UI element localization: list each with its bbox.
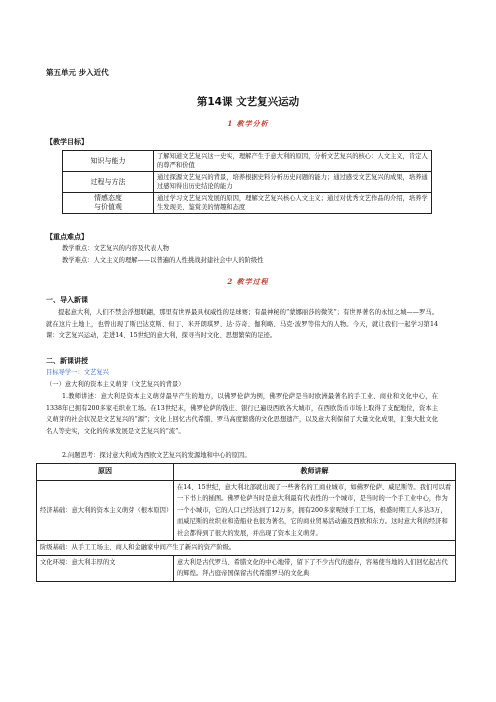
class-basis-cell: 阶级基础：从手工工场主、商人和金融家中间产生了新兴的资产阶级。 — [37, 541, 456, 556]
difficult-point: 教学难点：人文主义的理解——以普遍的人性挑战封建社会中人的阶级性 — [62, 257, 264, 264]
objective-row — [63, 172, 432, 193]
item2-question: 2.问题思考：探讨意大利成为西欧文艺复兴的发源地和中心的原因。 — [62, 452, 251, 459]
sub-heading: （一）意大利的资本主义萌芽（文艺复兴的背景） — [46, 381, 185, 388]
explain-cell: 意大利是古代罗马、希腊文化的中心地带，留下了不少古代的遗存，容易使当地的人们回忆起古代的辉煌。拜占庭帝国保留古代希腊罗马的文化典 — [174, 555, 456, 581]
objective-text: 通过探源文艺复兴的背景，培养根据史料分析历史问题的能力；通过感受文艺复兴的成果，培养通过感知得出历史结论的能力 — [154, 172, 432, 193]
cause-table — [36, 463, 456, 582]
table-row — [37, 541, 456, 556]
objectives-table — [62, 150, 432, 214]
objective-text: 通过学习文艺复兴发展的原因，理解文艺复兴核心人文主义；通过对优秀文艺作品的介绍，培养学生发现美、鉴赏美的情趣和态度 — [154, 193, 432, 214]
part1-heading: 1 教学分析 — [227, 119, 269, 128]
table-row — [37, 480, 456, 541]
new-lesson-heading: 二、新课讲授 — [46, 357, 88, 365]
header-cause: 原因 — [37, 464, 174, 481]
objective-row — [63, 151, 432, 172]
objective-key: 知识与能力 — [63, 151, 154, 172]
goal-guide: 目标导学一：文艺复兴 — [46, 369, 109, 376]
explain-cell: 在14、15世纪，意大利北部就出现了一些著名的工商业城市，如佛罗伦萨、威尼斯等。我们可以看一下书上的插图。佛罗伦萨当时是意大利最有代表性的一个城市，是当时的一个手工业中心，作为一个小城市，它的人口已经达到了12万多，拥有200多家呢绒手工工场，极盛时期工人多达3万，而威尼斯的丝织业和造船业也很为著名，它的商业贸易活动遍及西欧和东方。这时意大利的经济和社会都得到了很大的发展，并出现了资本主义萌芽。 — [174, 480, 456, 541]
teaching-goals-label: 【教学目标】 — [46, 138, 88, 146]
objective-text: 了解知道文艺复兴这一史实，理解产生于意大利的原因，分析文艺复兴的核心：人文主义，肯定人的尊严和价值 — [154, 151, 432, 172]
intro-heading: 一、导入新课 — [46, 296, 88, 304]
objective-row — [63, 193, 432, 214]
header-explanation: 教师讲解 — [174, 464, 456, 481]
key-points-label: 【重点难点】 — [46, 233, 88, 241]
objective-key: 过程与方法 — [63, 172, 154, 193]
table-header-row — [37, 464, 456, 481]
cause-cell: 文化环境：意大利丰厚的文 — [37, 555, 174, 581]
part2-heading: 2 教学过程 — [227, 277, 269, 286]
lesson-title: 第14课 文艺复兴运动 — [196, 96, 300, 108]
key-point: 教学重点：文艺复兴的内容及代表人物 — [62, 245, 170, 252]
intro-paragraph: 提起意大利，人们不禁会浮想联翩，那里有世界最具权威性的足球赛；有最神秘的“蒙娜丽莎的微笑”；有世界著名的永恒之城——罗马。就在这片土地上，也曾出现了斯巴达克斯、但丁、米开朗琪罗、达·芬奇、伽利略、马克·波罗等伟大的人物。今天，就让我们一起学习第14课：文艺复兴运动，走进14、15世纪的意大利，探寻当时文化、思想繁荣的足迹。 — [46, 309, 438, 339]
objective-key: 情感态度 与价值观 — [63, 193, 154, 214]
unit-heading: 第五单元 步入近代 — [46, 68, 109, 77]
table-row — [37, 555, 456, 581]
item1-paragraph: 1.教师讲述：意大利是资本主义萌芽最早产生的地方，以佛罗伦萨为例，佛罗伦萨是当时欧洲最著名的手工业、商业和文化中心，在1338年已拥有200多家毛织业工场。在13世纪末，佛罗伦萨的钱庄、银行已遍设西欧各大城市，在西欧货币市场上取得了支配地位，资本主义萌芽的社会状况是文艺复兴的“源”；文化上回忆古代希腊、罗马高度繁盛的文化思想遗产，以及意大利保留了大量文化成果，汇集大批文化名人等史实，文化的传承发展是文艺复兴的“流”。 — [46, 393, 438, 435]
cause-cell: 经济基础：意大利的资本主义萌芽（根本原因） — [37, 480, 174, 541]
